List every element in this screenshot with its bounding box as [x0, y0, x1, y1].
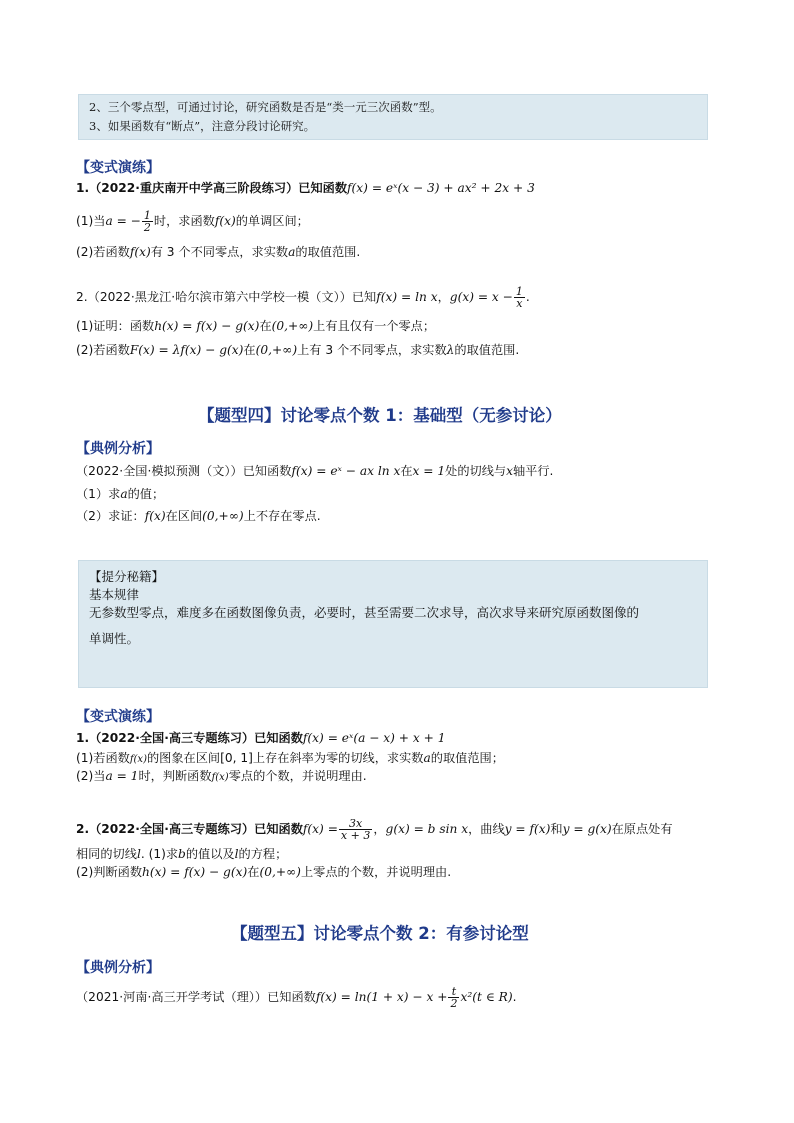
problem-2-1-sub2: (2)当a = 1时，判断函数f(x)零点的个数，并说明理由. [76, 769, 367, 783]
tips-body-line-1: 无参数型零点，难度多在函数图像负责，必要时，甚至需要二次求导，高次求导来研究原函数图像的 [89, 605, 640, 620]
example-analysis-label: 【典例分析】 [76, 441, 160, 457]
example-4-sub1: （1）求a的值； [76, 487, 165, 501]
problem-2-stem: 2.（2022·黑龙江·哈尔滨市第六中学校一模（文））已知f(x) = ln x，g(x) = x − $\frac{1}{x}$ . [76, 285, 530, 310]
example-4-stem: （2022·全国·模拟预测（文））已知函数f(x) = eˣ − ax ln x在x = 1处的切线与x轴平行. [76, 464, 554, 478]
problem-2-1-stem: 1.（2022·全国·高三专题练习）已知函数f(x) = eˣ(a − x) + x + 1 [76, 731, 446, 745]
problem-2-1-sub1: (1)若函数f(x)的图象在区间[0, 1]上存在斜率为零的切线，求实数a的取值范围； [76, 751, 504, 765]
variant-practice-label-2: 【变式演练】 [76, 709, 160, 725]
problem-2-2-line2: 相同的切线l. (1)求b的值以及l的方程； [76, 847, 288, 861]
section-heading-type-4: 【题型四】讨论零点个数 1：基础型（无参讨论） [198, 406, 562, 425]
problem-source: 1.（2022·重庆南开中学高三阶段练习）已知函数 [76, 181, 348, 195]
fraction: $\frac{3x}{x + 3}$ [340, 817, 371, 842]
problem-2-sub2: (2)若函数F(x) = λf(x) − g(x)在(0,+∞)上有 3 个不同零点，求实数λ的取值范围. [76, 343, 520, 357]
section-heading-type-5: 【题型五】讨论零点个数 2：有参讨论型 [231, 924, 529, 943]
problem-1-sub2: (2)若函数f(x)有 3 个不同零点，求实数a的取值范围. [76, 245, 361, 259]
variant-practice-label: 【变式演练】 [76, 160, 160, 176]
example-5-stem: （2021·河南·高三开学考试（理））已知函数f(x) = ln(1 + x) − x + $\frac{t}{2}$ x²(t ∈ R). [76, 985, 517, 1010]
formula: f(x) = eˣ(x − 3) + ax² + 2x + 3 [347, 181, 535, 195]
tip-line-2: 2、三个零点型，可通过讨论，研究函数是否是“类一元三次函数”型。 [89, 100, 442, 114]
problem-source: 2.（2022·黑龙江·哈尔滨市第六中学校一模（文））已知 [76, 290, 377, 304]
tips-title: 【提分秘籍】 [89, 569, 165, 584]
tips-box-top [78, 94, 708, 140]
example-analysis-label-2: 【典例分析】 [76, 960, 160, 976]
problem-2-sub1: (1)证明：函数h(x) = f(x) − g(x)在(0,+∞)上有且仅有一个零点； [76, 319, 436, 333]
problem-1-stem [76, 180, 535, 196]
tips-box-scoring-secrets [78, 560, 708, 688]
fraction: $\frac{1}{x}$ [515, 285, 523, 310]
fraction: $\frac{t}{2}$ [450, 985, 458, 1010]
example-4-sub2: （2）求证：f(x)在区间(0,+∞)上不存在零点. [76, 509, 321, 523]
problem-2-2-sub2: (2)判断函数h(x) = f(x) − g(x)在(0,+∞)上零点的个数，并说明理由. [76, 865, 452, 879]
tips-body-line-2: 单调性。 [89, 631, 140, 646]
fraction: $\frac{1}{2}$ [143, 209, 151, 234]
tip-line-3: 3、如果函数有“断点”，注意分段讨论研究。 [89, 119, 316, 133]
problem-2-2-stem: 2.（2022·全国·高三专题练习）已知函数f(x) = $\frac{3x}{x + 3}$ ，g(x) = b sin x，曲线y = f(x)和y = g(x)在原点处有 [76, 817, 673, 842]
tips-subtitle: 基本规律 [89, 587, 140, 602]
problem-1-sub1: (1)当a = − $\frac{1}{2}$ 时，求函数f(x)的单调区间； [76, 209, 309, 234]
